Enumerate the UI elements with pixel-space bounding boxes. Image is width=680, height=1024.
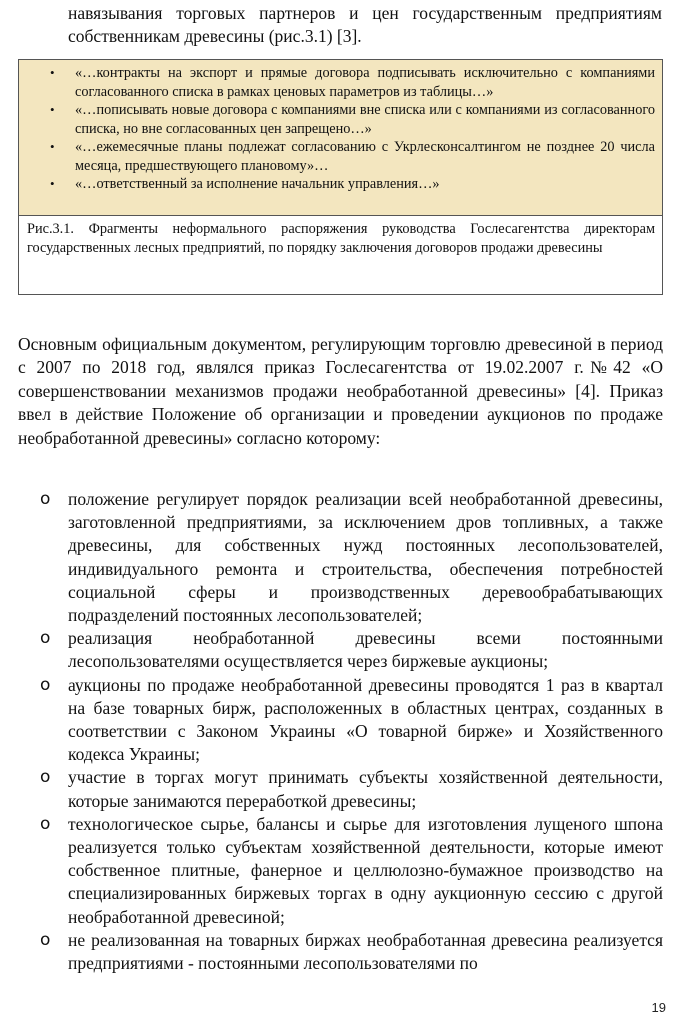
quote-text: «…ежемесячные планы подлежат согласованию с Укрлесконсалтингом не позднее 20 числа месяца, предшествующего плановому»… <box>75 139 655 174</box>
circle-bullet-icon: o <box>40 929 51 950</box>
quote-list <box>19 60 662 194</box>
quote-text: «…пописывать новые договора с компаниями вне списка или с компаниями из согласованного списка, но вне согласованных цен запрещено…» <box>75 102 655 137</box>
circle-bullet-icon: o <box>40 628 51 649</box>
bullet-icon: • <box>50 139 55 154</box>
quote-text: «…контракты на экспорт и прямые договора подписывать исключительно с компаниями согласованного списка в рамках ценовых параметров из таблицы…» <box>75 65 655 100</box>
circle-bullet-icon: o <box>40 767 51 788</box>
bullet-icon: • <box>50 65 55 80</box>
quote-item <box>50 64 655 101</box>
quote-item <box>50 101 655 138</box>
circle-bullet-icon: o <box>40 489 51 509</box>
figure-3-1 <box>18 59 663 295</box>
circle-bullet-icon: o <box>40 674 51 695</box>
list-item <box>18 766 663 812</box>
list-item-text: положение регулирует порядок реализации всей необработанной древесины, заготовленной предприятиями, за исключением дров топливных, а также древесины, для собственных нужд постоянных лесопользователей, индивидуального ремонта и строительства, обеспечения потребностей социальной сферы и производственных деревообрабатывающих подразделений постоянных лесопользователей; <box>68 489 663 626</box>
list-item <box>18 929 663 975</box>
page-number: 19 <box>651 1000 666 1015</box>
figure-caption: Рис.3.1. Фрагменты неформального распоряжения руководства Гослесагентства директорам государственных лесных предприятий, по порядку заключения договоров продажи древесины <box>27 221 655 256</box>
main-paragraph: Основным официальным документом, регулирующим торговлю древесиной в период с 2007 по 2018 год, являлся приказ Гослесагентства от 19.02.2007 г.№42 «О совершенствовании механизмов продажи необработанной древесины» [4]. Приказ ввел в действие Положение об организации и проведении аукционов по продаже необработанной древесины» согласно которому: <box>18 334 663 448</box>
list-item-text: технологическое сырье, балансы и сырье для изготовления лущеного шпона реализуется только субъектам хозяйственной деятельности, которые имеют собственное плитные, фанерное и целлюлозно-бумажное производство на специализированных биржевых торгах в одну аукционную сессию с другой необработанной древесиной; <box>68 813 663 927</box>
list-item-text: аукционы по продаже необработанной древесины проводятся 1 раз в квартал на базе товарных бирж, расположенных в областных центрах, созданных в соответствии с Законом Украины «О товарной бирже» и Хозяйственного кодекса Украины; <box>68 674 663 765</box>
circle-bullet-icon: o <box>40 813 51 834</box>
bullet-icon: • <box>50 176 55 191</box>
top-paragraph: навязывания торговых партнеров и цен государственным предприятиям собственникам древесины (рис.3.1) [3]. <box>68 3 662 46</box>
list-item-text: реализация необработанной древесины всеми постоянными лесопользователями осуществляется через биржевые аукционы; <box>68 628 663 672</box>
regulation-list <box>18 488 663 975</box>
list-item <box>18 488 663 627</box>
list-item-text: участие в торгах могут принимать субъекты хозяйственной деятельности, которые занимаются переработкой древесины; <box>68 767 663 811</box>
bullet-icon: • <box>50 102 55 117</box>
list-item <box>18 627 663 673</box>
list-item <box>18 813 663 929</box>
list-item <box>18 674 663 767</box>
list-item-text: не реализованная на товарных биржах необработанная древесина реализуется предприятиями - постоянными лесопользователями по <box>68 929 663 974</box>
quote-box <box>19 60 662 216</box>
quote-item <box>50 175 655 194</box>
quote-text: «…ответственный за исполнение начальник управления…» <box>75 176 440 192</box>
quote-item <box>50 138 655 175</box>
